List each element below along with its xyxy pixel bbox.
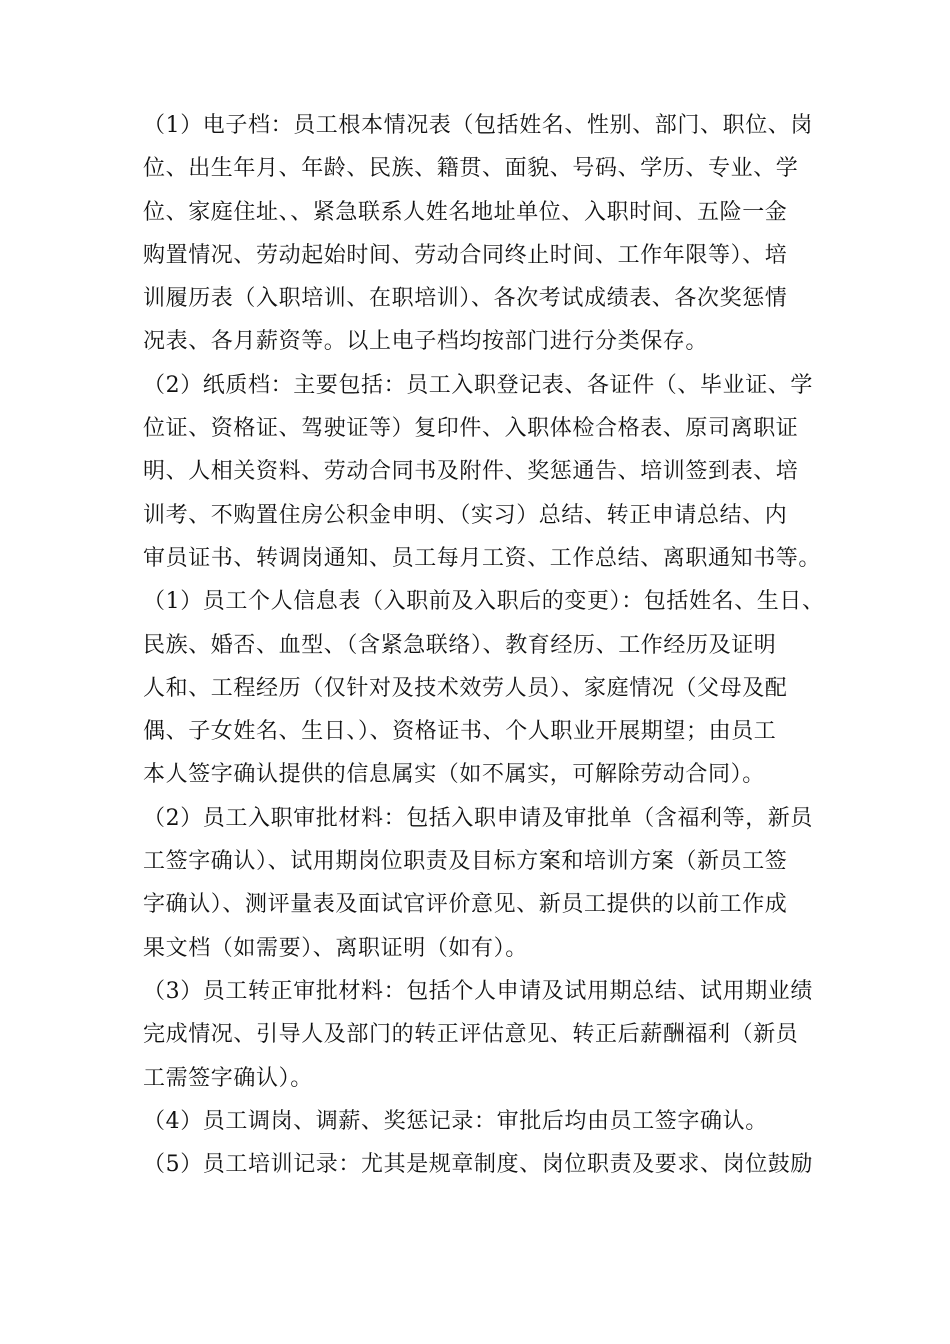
body-text xyxy=(143,104,823,1186)
text-line: 偶、子女姓名、生日、）、资格证书、个人职业开展期望；由员工 xyxy=(143,719,777,745)
text-line: 位、出生年月、年龄、民族、籍贯、面貌、号码、学历、专业、学 xyxy=(143,156,799,182)
text-line: 位、家庭住址、、紧急联系人姓名地址单位、入职时间、五险一金 xyxy=(143,199,788,225)
text-line: 果文档（如需要）、离职证明（如有）。 xyxy=(143,935,528,961)
text-line: 民族、婚否、血型、（含紧急联络）、教育经历、工作经历及证明 xyxy=(143,632,777,658)
text-line: （2）纸质档：主要包括：员工入职登记表、各证件（、毕业证、学 xyxy=(143,372,813,398)
text-line: （1）电子档：员工根本情况表（包括姓名、性别、部门、职位、岗 xyxy=(143,113,813,138)
text-line: 字确认）、测评量表及面试官评价意见、新员工提供的以前工作成 xyxy=(143,892,788,918)
text-line: 完成情况、引导人及部门的转正评估意见、转正后薪酬福利（新员 xyxy=(143,1022,799,1048)
text-line: 况表、各月薪资等。以上电子档均按部门进行分类保存。 xyxy=(143,329,709,355)
text-line: 审员证书、转调岗通知、员工每月工资、工作总结、离职通知书等。 xyxy=(143,545,822,571)
text-line: 位证、资格证、驾驶证等）复印件、入职体检合格表、原司离职证 xyxy=(143,416,799,442)
text-line: 明、人相关资料、劳动合同书及附件、奖惩通告、培训签到表、培 xyxy=(143,459,799,485)
text-line: （3）员工转正审批材料：包括个人申请及试用期总结、试用期业绩 xyxy=(143,978,813,1004)
text-line: （2）员工入职审批材料：包括入职申请及审批单（含福利等，新员 xyxy=(143,805,813,831)
text-line: 本人签字确认提供的信息属实（如不属实，可解除劳动合同）。 xyxy=(143,762,765,788)
text-line: （5）员工培训记录：尤其是规章制度、岗位职责及要求、岗位鼓励 xyxy=(143,1152,813,1178)
text-line: （1）员工个人信息表（入职前及入职后的变更）：包括姓名、生日、 xyxy=(143,589,825,615)
text-line: 训考、不购置住房公积金申明、（实习）总结、转正申请总结、内 xyxy=(143,502,788,528)
text-line: 工需签字确认）。 xyxy=(143,1065,313,1091)
text-line: 工签字确认）、试用期岗位职责及目标方案和培训方案（新员工签 xyxy=(143,849,788,875)
text-line: 购置情况、劳动起始时间、劳动合同终止时间、工作年限等）、培 xyxy=(143,242,788,268)
text-line: 训履历表（入职培训、在职培训）、各次考试成绩表、各次奖惩情 xyxy=(143,286,788,312)
text-line: （4）员工调岗、调薪、奖惩记录：审批后均由员工签字确认。 xyxy=(143,1108,768,1134)
text-line: 人和、工程经历（仅针对及技术效劳人员）、家庭情况（父母及配 xyxy=(143,675,788,701)
